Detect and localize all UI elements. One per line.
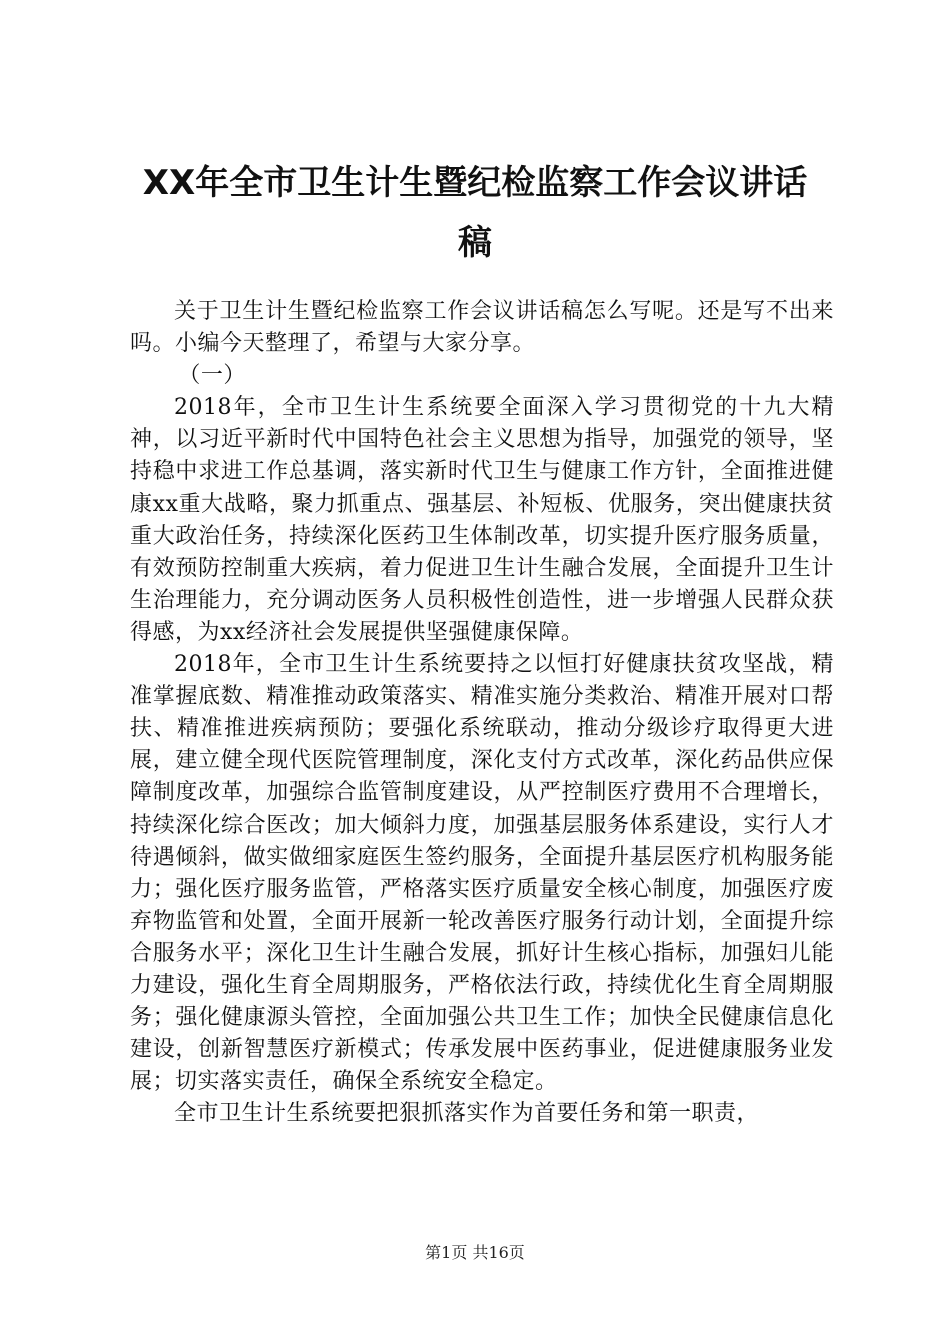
section-heading: （一） [178, 363, 246, 389]
page-number-footer: 第1页 共16页 [425, 1243, 525, 1262]
body-paragraph: 全市卫生计生系统要把狠抓落实作为首要任务和第一职责， [174, 1101, 760, 1127]
body-paragraph: 2018年，全市卫生计生系统要持之以恒打好健康扶贫攻坚战，精准掌握底数、精准推动政策落实、精准实施分类救治、精准开展对口帮扶、精准推进疾病预防；要强化系统联动，推动分级诊疗取得更大进展，建立健全现代医院管理制度，深化支付方式改革，深化药品供应保障制度改革，加强综合监管制度建设，从严控制医疗费用不合理增长，持续深化综合医改；加大倾斜力度，加强基层服务体系建设，实行人才待遇倾斜，做实做细家庭医生签约服务，全面提升基层医疗机构服务能力；强化医疗服务监管，严格落实医疗质量安全核心制度，加强医疗废弃物监管和处置，全面开展新一轮改善医疗服务行动计划，全面提升综合服务水平；深化卫生计生融合发展，抓好计生核心指标，加强妇儿能力建设，强化生育全周期服务，严格依法行政，持续优化生育全周期服务；强化健康源头管控，全面加强公共卫生工作；加快全民健康信息化建设，创新智慧医疗新模式；传承发展中医药事业，促进健康服务业发展；切实落实责任，确保全系统安全稳定。 [130, 652, 834, 1095]
document-body [130, 296, 834, 1130]
body-paragraph: 2018年，全市卫生计生系统要全面深入学习贯彻党的十九大精神，以习近平新时代中国特色社会主义思想为指导，加强党的领导，坚持稳中求进工作总基调，落实新时代卫生与健康工作方针，全面推进健康xx重大战略，聚力抓重点、强基层、补短板、优服务，突出健康扶贫重大政治任务，持续深化医药卫生体制改革，切实提升医疗服务质量，有效预防控制重大疾病，着力促进卫生计生融合发展，全面提升卫生计生治理能力，充分调动医务人员积极性创造性，进一步增强人民群众获得感，为xx经济社会发展提供坚强健康保障。 [130, 395, 834, 645]
intro-paragraph: 关于卫生计生暨纪检监察工作会议讲话稿怎么写呢。还是写不出来吗。小编今天整理了，希望与大家分享。 [130, 299, 834, 357]
document-title-line-1: XX年全市卫生计生暨纪检监察工作会议讲话 [142, 163, 808, 203]
document-title-line-2: 稿 [458, 223, 492, 263]
